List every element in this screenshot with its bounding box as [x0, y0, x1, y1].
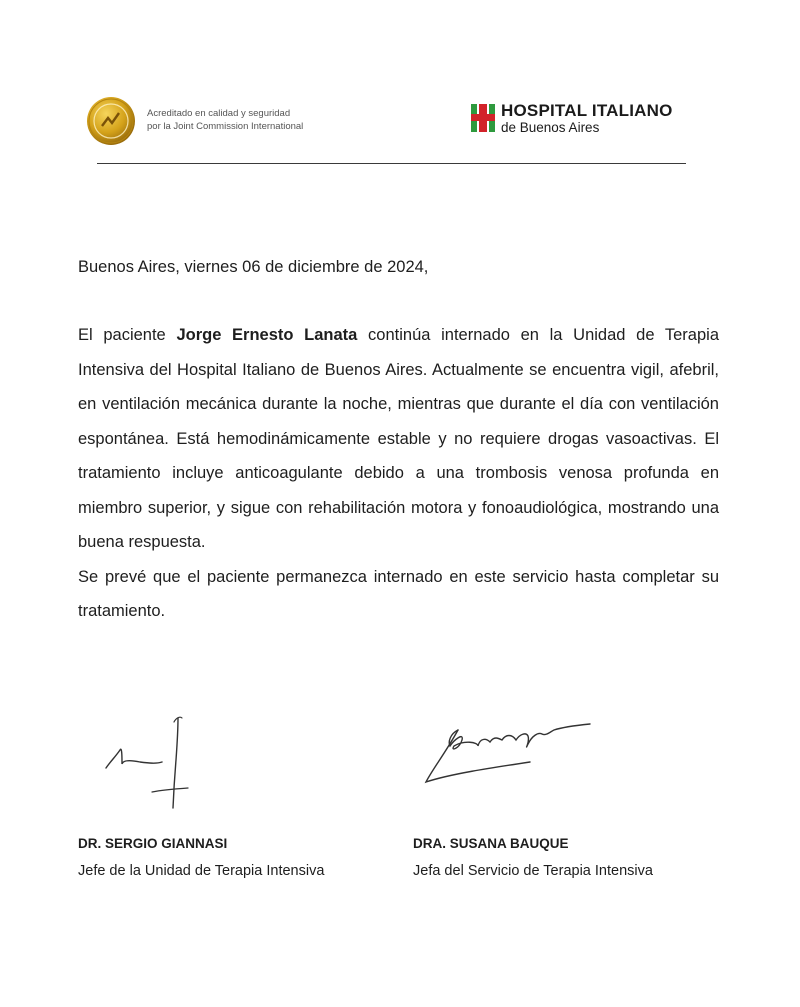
- p1-lead: El paciente: [78, 326, 177, 344]
- signature-giannasi: [100, 712, 200, 812]
- hospital-name: HOSPITAL ITALIANO: [501, 101, 673, 120]
- paragraph-1: [78, 318, 719, 560]
- paragraph-2: Se prevé que el paciente permanezca internado en este servicio hasta completar su tratamiento.: [78, 567, 719, 620]
- hospital-subtitle: de Buenos Aires: [501, 120, 600, 135]
- signer-name-left: DR. SERGIO GIANNASI: [78, 836, 228, 851]
- accreditation-line-2: por la Joint Commission International: [147, 121, 304, 132]
- p1-rest: continúa internado en la Unidad de Terapia Intensiva del Hospital Italiano de Buenos Aires. Actualmente se encuentra vigil, afebril, en ventilación mecánica durante la noche, mientras que durante el día con ventilación espontánea. Está hemodinámicamente estable y no requiere drogas vasoactivas. El tratamiento incluye anticoagulante debido a una trombosis venosa profunda en miembro superior, y sigue con rehabilitación motora y fonoaudiológica, mostrando una buena respuesta.: [78, 326, 719, 551]
- signer-name-right: DRA. SUSANA BAUQUE: [413, 836, 569, 851]
- signer-role-right: Jefa del Servicio de Terapia Intensiva: [413, 863, 653, 879]
- letterhead: [0, 0, 800, 170]
- signature-bauque: [420, 712, 600, 792]
- accreditation-text: [147, 107, 303, 133]
- signer-role-left: Jefe de la Unidad de Terapia Intensiva: [78, 863, 325, 879]
- patient-name: Jorge Ernesto Lanata: [176, 326, 358, 344]
- joint-commission-seal-icon: [86, 96, 136, 146]
- letter-body: [78, 318, 719, 629]
- accreditation-line-1: Acreditado en calidad y seguridad: [147, 108, 291, 119]
- hospital-cross-logo-icon: [471, 104, 495, 132]
- letter-date: Buenos Aires, viernes 06 de diciembre de 2024,: [78, 258, 429, 276]
- header-divider: [97, 163, 686, 164]
